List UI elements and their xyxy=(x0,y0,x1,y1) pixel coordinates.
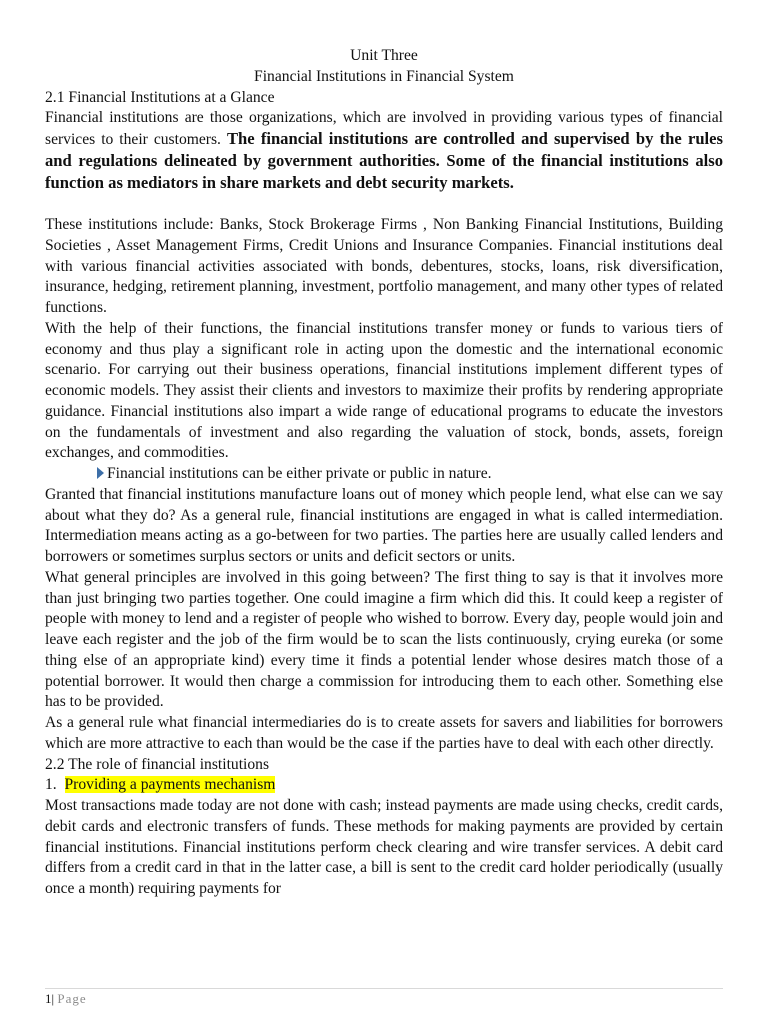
payments-paragraph: Most transactions made today are not done with cash; instead payments are made using checks, credit cards, debit cards and electronic transfers of funds. These methods for making payments are provided by certain financial institutions. Financial institutions perform check clearing and wire transfer services. A debit card differs from a credit card in that in the latter case, a bill is sent to the credit card holder periodically (usually once a month) requiring payments for xyxy=(45,797,723,897)
intermediation-paragraph: Granted that financial institutions manufacture loans out of money which people lend, what else can we say about what they do? As a general rule, financial institutions are engaged in what is called intermediation. Intermediation means acting as a go-between for two parties. The parties here are usually called lenders and borrowers or sometimes surplus sectors or units and deficit sectors or units. xyxy=(45,485,723,565)
document-title: Financial Institutions in Financial System xyxy=(254,67,514,85)
page-footer xyxy=(45,991,87,1007)
functions-paragraph: With the help of their functions, the financial institutions transfer money or funds to various tiers of economy and thus play a significant role in acting upon the domestic and the international economic scenario. For carrying out their business operations, financial institutions implement different types of economic models. They assist their clients and investors to maximize their profits by rendering appropriate guidance. Financial institutions also impart a wide range of educational programs to educate the investors on the fundamentals of investment and also regarding the valuation of stock, bonds, assets, foreign exchanges, and commodities. xyxy=(45,319,723,462)
principles-paragraph: What general principles are involved in this going between? The first thing to say is that it involves more than just bringing two parties together. One could imagine a firm which did this. It could keep a register of people with money to lend and a register of people who wished to borrow. Every day, people would join and leave each register and the job of the firm would be to scan the lists continuously, crying eureka (or some thing else of an appropriate kind) every time it finds a potential lender whose desires match those of a potential borrower. It would then charge a commission for introducing them to each other. Something else has to be provided. xyxy=(45,568,723,711)
section-heading-2-1: 2.1 Financial Institutions at a Glance xyxy=(45,88,275,106)
institutions-paragraph: These institutions include: Banks, Stock Brokerage Firms , Non Banking Financial Institutions, Building Societies , Asset Management Firms, Credit Unions and Insurance Companies. Financial institutions deal with various financial activities associated with bonds, debentures, stocks, loans, risk diversification, insurance, hedging, retirement planning, investment, portfolio management, and many other types of related functions. xyxy=(45,216,723,316)
intro-text-regular: Financial institutions are those organizations, which are involved in providing various types of financial services to their customers. xyxy=(45,109,723,148)
bullet-text: Financial institutions can be either private or public in nature. xyxy=(107,465,492,482)
intro-text-bold: The financial institutions are controlled and supervised by the rules and regulations delineated by government authorities. Some of the financial institutions also function as mediators in share markets and debt security markets. xyxy=(45,129,723,192)
unit-heading: Unit Three xyxy=(350,47,418,64)
page-number: 1 xyxy=(45,991,52,1006)
arrow-bullet-icon xyxy=(97,467,104,479)
footer-divider xyxy=(45,988,723,989)
intro-paragraph xyxy=(45,108,723,194)
footer-separator: | xyxy=(51,991,55,1006)
item-number: 1. xyxy=(45,776,57,794)
highlighted-item-text: Providing a payments mechanism xyxy=(64,776,276,794)
section-heading-2-2: 2.2 The role of financial institutions xyxy=(45,755,270,773)
intermediaries-paragraph: As a general rule what financial intermediaries do is to create assets for savers and liabilities for borrowers which are more attractive to each than would be the case if the parties have to deal with each other directly. xyxy=(45,714,723,752)
page-label: Page xyxy=(57,991,87,1006)
blank-line xyxy=(45,194,723,215)
numbered-item-1 xyxy=(45,775,723,796)
bullet-item xyxy=(45,464,723,485)
document-page xyxy=(45,46,723,900)
